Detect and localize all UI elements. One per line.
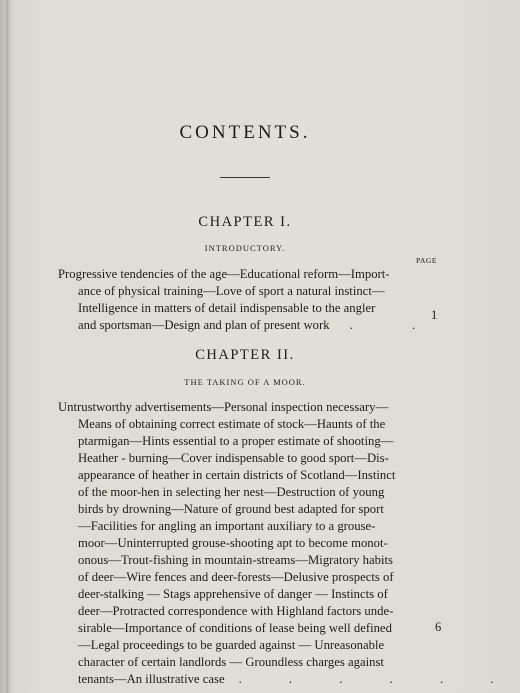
summary-line: appearance of heather in certain districts of Scotland—Instinct: [78, 468, 396, 482]
chapter-1-page-number: 1: [431, 308, 438, 322]
chapter-1-subtitle: INTRODUCTORY.: [204, 243, 286, 253]
summary-line: moor—Uninterrupted grouse-shooting apt to become monot-: [78, 536, 388, 550]
summary-line: onous—Trout-fishing in mountain-streams—Migratory habits: [78, 553, 393, 567]
summary-line: —Facilities for angling an important auxiliary to a grouse-: [78, 519, 376, 533]
summary-line: [58, 671, 516, 688]
summary-line: Heather - burning—Cover indispensable to good sport—Dis-: [78, 451, 389, 465]
chapter-1-summary: [58, 266, 444, 334]
chapter-2-summary: [58, 399, 516, 688]
summary-line: Progressive tendencies of the age—Educational reform—Import-: [58, 267, 390, 281]
summary-line: of deer—Wire fences and deer-forests—Delusive prospects of: [78, 570, 394, 584]
contents-heading: CONTENTS.: [179, 122, 311, 143]
leader-dots: . . . . . .: [238, 672, 516, 686]
summary-line-text: tenants—An illustrative case: [78, 672, 225, 686]
summary-line: Untrustworthy advertisements—Personal inspection necessary—: [58, 400, 389, 414]
summary-line: [58, 317, 444, 334]
summary-line: Means of obtaining correct estimate of stock—Haunts of the: [78, 417, 386, 431]
summary-line: of the moor-hen in selecting her nest—Destruction of young: [78, 485, 385, 499]
summary-line: ance of physical training—Love of sport a natural instinct—: [78, 284, 385, 298]
summary-line: character of certain landlords — Groundless charges against: [78, 655, 384, 669]
summary-line: sirable—Importance of conditions of lease being well defined: [78, 621, 392, 635]
summary-line: Intelligence in matters of detail indispensable to the angler: [78, 301, 376, 315]
summary-line: ptarmigan—Hints essential to a proper estimate of shooting—: [78, 434, 394, 448]
heading-rule: [220, 177, 270, 178]
page-column-label: PAGE: [416, 256, 437, 265]
chapter-1-title: CHAPTER I.: [198, 214, 292, 230]
summary-line: birds by drowning—Nature of ground best adapted for sport: [78, 502, 384, 516]
summary-line: deer-stalking — Stags apprehensive of danger — Instincts of: [78, 587, 388, 601]
summary-line: deer—Protracted correspondence with Highland factors unde-: [78, 604, 394, 618]
chapter-2-title: CHAPTER II.: [195, 347, 295, 363]
summary-line-text: and sportsman—Design and plan of present work: [78, 318, 330, 332]
chapter-2-subtitle: THE TAKING OF A MOOR.: [184, 377, 306, 387]
chapter-2-page-number: 6: [435, 620, 442, 634]
summary-line: —Legal proceedings to be guarded against — Unreasonable: [78, 638, 385, 652]
leader-dots: . .: [349, 318, 444, 332]
